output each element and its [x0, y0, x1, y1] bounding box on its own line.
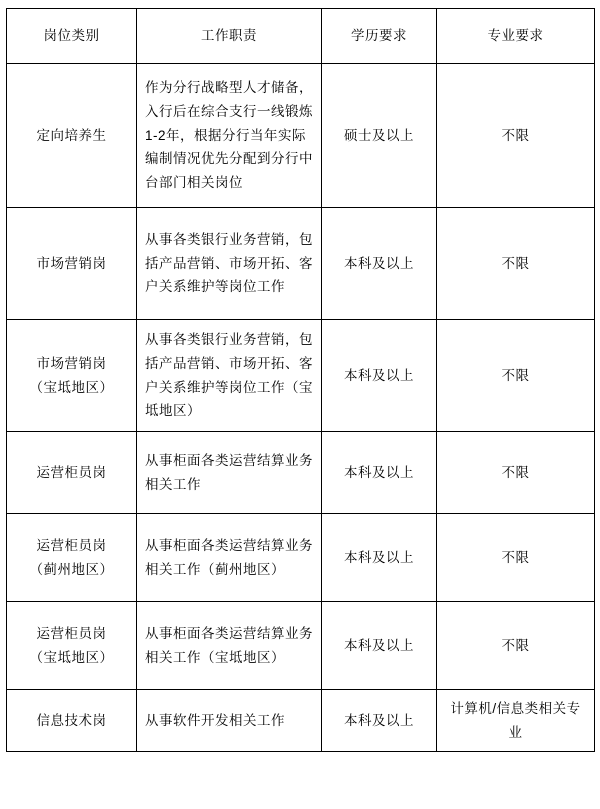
table-body [7, 64, 595, 752]
cell-major: 不限 [437, 64, 595, 208]
cell-major: 不限 [437, 602, 595, 690]
column-header-duty: 工作职责 [137, 9, 322, 64]
cell-category [7, 514, 137, 602]
cell-duty: 从事软件开发相关工作 [137, 690, 322, 752]
cell-education: 本科及以上 [322, 208, 437, 320]
cell-duty: 从事各类银行业务营销，包括产品营销、市场开拓、客户关系维护等岗位工作（宝坻地区） [137, 320, 322, 432]
cell-category [7, 432, 137, 514]
cell-major: 不限 [437, 320, 595, 432]
cell-major: 不限 [437, 514, 595, 602]
table-row [7, 514, 595, 602]
cell-duty: 从事各类银行业务营销，包括产品营销、市场开拓、客户关系维护等岗位工作 [137, 208, 322, 320]
column-header-education: 学历要求 [322, 9, 437, 64]
cell-education: 本科及以上 [322, 320, 437, 432]
cell-education: 本科及以上 [322, 690, 437, 752]
category-name: 定向培养生 [36, 127, 107, 143]
table-header-row [7, 9, 595, 64]
category-region: （蓟州地区） [29, 561, 114, 577]
category-name: 市场营销岗 [36, 355, 107, 371]
table-row [7, 602, 595, 690]
job-positions-table [6, 8, 595, 752]
cell-major: 不限 [437, 208, 595, 320]
category-region: （宝坻地区） [29, 649, 114, 665]
table-row [7, 64, 595, 208]
category-name: 信息技术岗 [36, 712, 107, 728]
category-region: （宝坻地区） [29, 379, 114, 395]
table-row [7, 432, 595, 514]
cell-education: 硕士及以上 [322, 64, 437, 208]
cell-education: 本科及以上 [322, 514, 437, 602]
cell-major: 计算机/信息类相关专业 [437, 690, 595, 752]
category-name: 运营柜员岗 [36, 625, 107, 641]
cell-education: 本科及以上 [322, 602, 437, 690]
cell-education: 本科及以上 [322, 432, 437, 514]
cell-major: 不限 [437, 432, 595, 514]
category-name: 市场营销岗 [36, 255, 107, 271]
category-name: 运营柜员岗 [36, 537, 107, 553]
cell-category [7, 64, 137, 208]
cell-duty: 从事柜面各类运营结算业务相关工作（蓟州地区） [137, 514, 322, 602]
column-header-category: 岗位类别 [7, 9, 137, 64]
category-name: 运营柜员岗 [36, 464, 107, 480]
table-row [7, 208, 595, 320]
cell-category [7, 602, 137, 690]
cell-category [7, 690, 137, 752]
cell-duty: 从事柜面各类运营结算业务相关工作 [137, 432, 322, 514]
cell-duty: 作为分行战略型人才储备，入行后在综合支行一线锻炼1-2年，根据分行当年实际编制情况优先分配到分行中台部门相关岗位 [137, 64, 322, 208]
table-header [7, 9, 595, 64]
table-row [7, 690, 595, 752]
cell-category [7, 208, 137, 320]
table-row [7, 320, 595, 432]
column-header-major: 专业要求 [437, 9, 595, 64]
cell-duty: 从事柜面各类运营结算业务相关工作（宝坻地区） [137, 602, 322, 690]
cell-category [7, 320, 137, 432]
